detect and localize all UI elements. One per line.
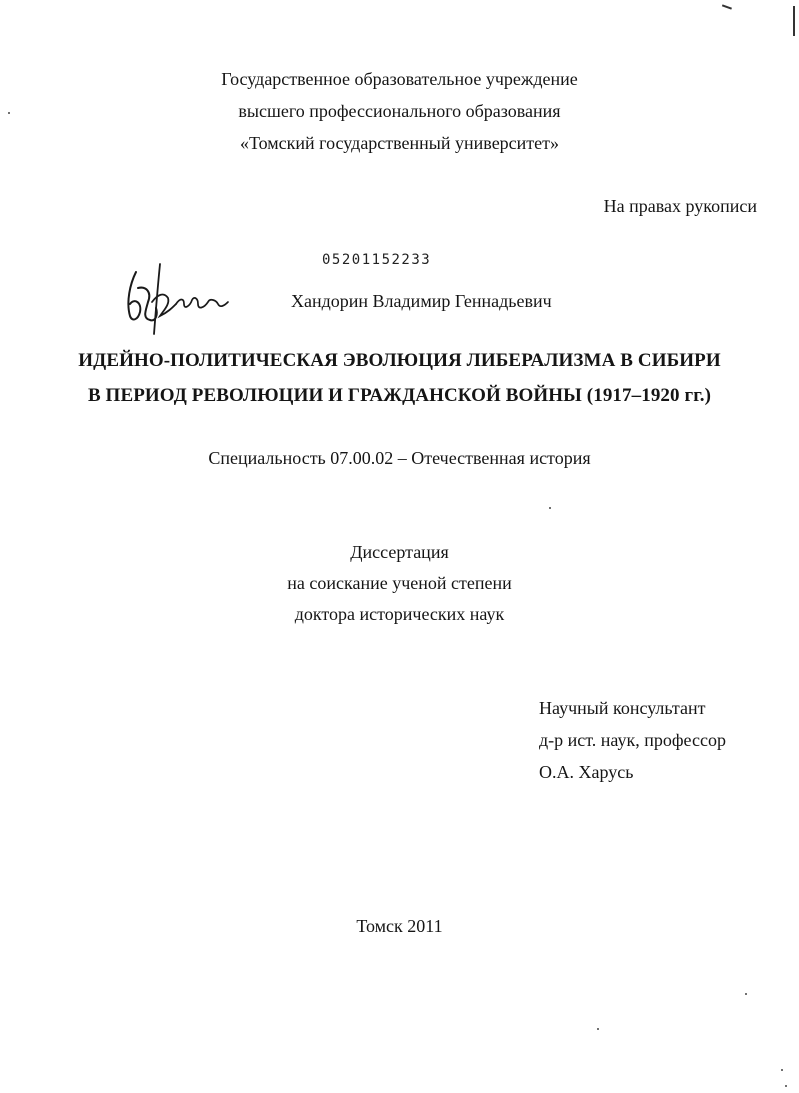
registry-code: 05201152233 — [322, 252, 432, 268]
scan-speck — [781, 1069, 783, 1071]
signature-icon — [120, 258, 232, 342]
scan-speck — [8, 112, 10, 114]
manuscript-note: На правах рукописи — [603, 196, 757, 216]
institution-line-2: высшего профессионального образования — [238, 101, 561, 121]
dissertation-title-line-1: ИДЕЙНО-ПОЛИТИЧЕСКАЯ ЭВОЛЮЦИЯ ЛИБЕРАЛИЗМА В СИБИРИ — [78, 350, 721, 371]
scan-edge-mark — [793, 6, 795, 36]
scan-speck — [785, 1085, 787, 1087]
institution-line-3: «Томский государственный университет» — [239, 133, 560, 153]
author-name: Хандорин Владимир Геннадьевич — [291, 291, 552, 311]
dissertation-title-line-2: В ПЕРИОД РЕВОЛЮЦИИ И ГРАЖДАНСКОЙ ВОЙНЫ (1917–1920 гг.) — [87, 385, 712, 406]
scan-mark — [722, 4, 732, 9]
specialty: Специальность 07.00.02 – Отечественная история — [208, 448, 591, 468]
city-year: Томск 2011 — [356, 916, 443, 936]
consultant-role: Научный консультант — [539, 698, 706, 718]
degree-name: доктора исторических наук — [294, 604, 505, 624]
scan-speck — [597, 1028, 599, 1030]
institution-line-1: Государственное образовательное учреждение — [221, 69, 578, 89]
scan-speck — [549, 507, 551, 509]
consultant-name: О.А. Харусь — [539, 762, 634, 782]
consultant-degree: д-р ист. наук, профессор — [539, 730, 726, 750]
degree-purpose: на соискание ученой степени — [287, 573, 512, 593]
scan-speck — [745, 993, 747, 995]
dissertation-type: Диссертация — [350, 542, 449, 562]
